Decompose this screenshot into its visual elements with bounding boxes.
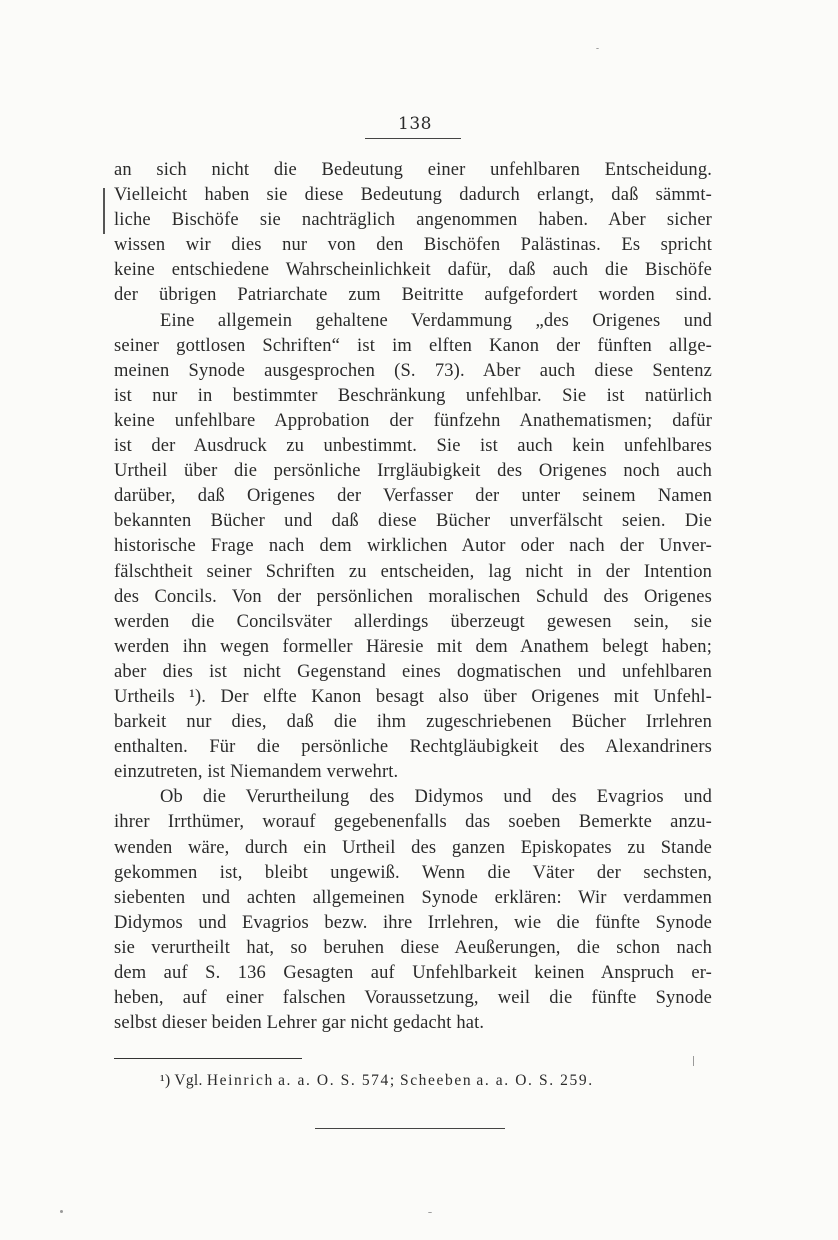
text-line: keine entschiedene Wahrscheinlichkeit dafür, daß auch die Bischöfe — [114, 260, 712, 281]
paragraph-start-line: Eine allgemein gehaltene Verdammung „des Origenes und — [160, 310, 712, 331]
text-line: historische Frage nach dem wirklichen Autor oder nach der Unver- — [114, 536, 712, 557]
text-line: ist nur in bestimmter Beschränkung unfehlbar. Sie ist natürlich — [114, 385, 712, 406]
text-line: sie verurtheilt hat, so beruhen diese Aeußerungen, die schon nach — [114, 937, 712, 958]
text-line: gekommen ist, bleibt ungewiß. Wenn die Väter der sechsten, — [114, 862, 712, 883]
footnote — [160, 1072, 594, 1090]
text-line: siebenten und achten allgemeinen Synode erklären: Wir verdammen — [114, 887, 712, 908]
text-line: heben, auf einer falschen Voraussetzung, weil die fünfte Synode — [114, 988, 712, 1009]
footnote-reference: a. a. O. S. 574; — [278, 1072, 396, 1089]
paper-speck — [60, 1210, 63, 1213]
text-line: Urtheils ¹). Der elfte Kanon besagt also über Origenes mit Unfehl- — [114, 686, 712, 707]
paragraph-start-line: Ob die Verurtheilung des Didymos und des Evagrios und — [160, 787, 712, 808]
footnote-author: Heinrich — [206, 1072, 274, 1089]
end-rule — [315, 1128, 505, 1129]
footnote-prefix: Vgl. — [174, 1072, 203, 1089]
footnote-reference: a. a. O. S. 259. — [476, 1072, 594, 1089]
paragraph-end-line: einzutreten, ist Niemandem verwehrt. — [114, 762, 399, 783]
paper-speck — [596, 48, 599, 49]
paper-speck — [693, 1056, 694, 1066]
text-line: keine unfehlbare Approbation der fünfzehn Anathematismen; dafür — [114, 410, 712, 431]
text-line: liche Bischöfe sie nachträglich angenommen haben. Aber sicher — [114, 210, 712, 231]
text-line: Vielleicht haben sie diese Bedeutung dadurch erlangt, daß sämmt- — [114, 185, 712, 206]
footnote-marker: ¹) — [160, 1072, 171, 1089]
paragraph-end-line: selbst dieser beiden Lehrer gar nicht gedacht hat. — [114, 1013, 485, 1034]
text-line: wissen wir dies nur von den Bischöfen Palästinas. Es spricht — [114, 235, 712, 256]
text-line: der übrigen Patriarchate zum Beitritte aufgefordert worden sind. — [114, 285, 712, 306]
text-line: fälschtheit seiner Schriften zu entscheiden, lag nicht in der Intention — [114, 561, 712, 582]
text-line: darüber, daß Origenes der Verfasser der unter seinem Namen — [114, 486, 712, 507]
text-line: ihrer Irrthümer, worauf gegebenenfalls das soeben Bemerkte anzu- — [114, 812, 712, 833]
margin-mark — [103, 188, 105, 234]
text-line: werden die Concilsväter allerdings überzeugt gewesen sein, sie — [114, 611, 712, 632]
text-line: Urtheil über die persönliche Irrgläubigkeit des Origenes noch auch — [114, 461, 712, 482]
text-line: des Concils. Von der persönlichen moralischen Schuld des Origenes — [114, 586, 712, 607]
text-line: dem auf S. 136 Gesagten auf Unfehlbarkeit keinen Anspruch er- — [114, 963, 712, 983]
footnote-rule — [114, 1058, 302, 1059]
text-line: aber dies ist nicht Gegenstand eines dogmatischen und unfehlbaren — [114, 661, 712, 682]
text-line: barkeit nur dies, daß die ihm zugeschriebenen Bücher Irrlehren — [114, 712, 712, 733]
page-number: 138 — [398, 114, 432, 134]
text-line: bekannten Bücher und daß diese Bücher unverfälscht seien. Die — [114, 511, 712, 532]
body-text — [114, 158, 712, 1036]
text-line: werden ihn wegen formeller Häresie mit dem Anathem belegt haben; — [114, 636, 712, 657]
text-line: an sich nicht die Bedeutung einer unfehlbaren Entscheidung. — [114, 160, 712, 180]
footnote-author: Scheeben — [399, 1072, 473, 1089]
text-line: ist der Ausdruck zu unbestimmt. Sie ist auch kein unfehlbares — [114, 436, 712, 457]
text-line: seiner gottlosen Schriften“ ist im elften Kanon der fünften allge- — [114, 335, 712, 356]
header-rule — [365, 138, 461, 139]
text-line: Didymos und Evagrios bezw. ihre Irrlehren, wie die fünfte Synode — [114, 912, 712, 933]
text-line: enthalten. Für die persönliche Rechtgläubigkeit des Alexandriners — [114, 737, 712, 758]
paper-speck — [428, 1212, 432, 1213]
text-line: meinen Synode ausgesprochen (S. 73). Aber auch diese Sentenz — [114, 360, 712, 381]
text-line: wenden wäre, durch ein Urtheil des ganzen Episkopates zu Stande — [114, 837, 712, 858]
